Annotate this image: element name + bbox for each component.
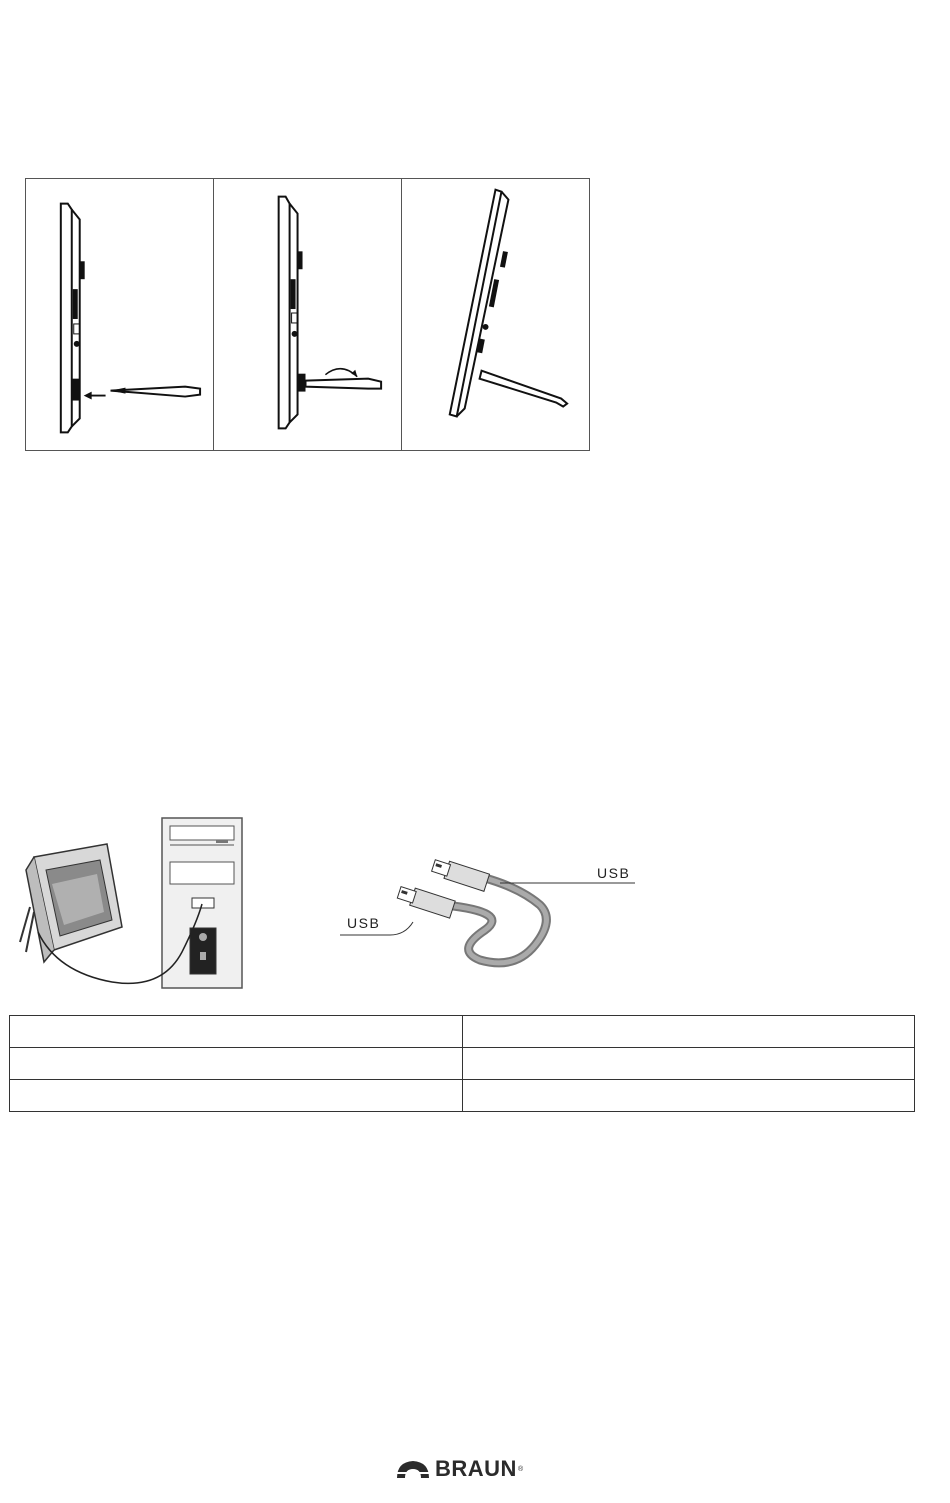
stand-assembly-figure <box>25 178 590 451</box>
photo-frame-icon <box>20 844 122 962</box>
table-cell <box>462 1080 915 1112</box>
usb-cable-figure <box>335 850 640 990</box>
pc-connection-figure <box>12 812 257 992</box>
registered-mark: ® <box>517 1465 524 1473</box>
usb-cable-icon <box>335 850 640 990</box>
table-cell <box>10 1048 463 1080</box>
table-cell <box>10 1016 463 1048</box>
table-row <box>10 1080 915 1112</box>
braun-logo <box>395 1455 535 1483</box>
table-cell <box>462 1048 915 1080</box>
stand-step-2 <box>213 179 401 450</box>
info-table <box>9 1015 915 1112</box>
table-row <box>10 1016 915 1048</box>
brand-name: BRAUN <box>435 1456 517 1481</box>
table-cell <box>10 1080 463 1112</box>
frame-side-rotate-icon <box>214 179 401 450</box>
usb-label-top: USB <box>597 865 631 881</box>
pc-tower-icon <box>162 818 242 988</box>
braun-emblem-icon <box>395 1458 431 1480</box>
frame-side-attach-icon <box>26 179 213 450</box>
stand-step-1 <box>26 179 213 450</box>
frame-standing-icon <box>402 179 589 450</box>
table-cell <box>462 1016 915 1048</box>
table-row <box>10 1048 915 1080</box>
stand-step-3 <box>401 179 589 450</box>
usb-label-left: USB <box>347 915 381 931</box>
